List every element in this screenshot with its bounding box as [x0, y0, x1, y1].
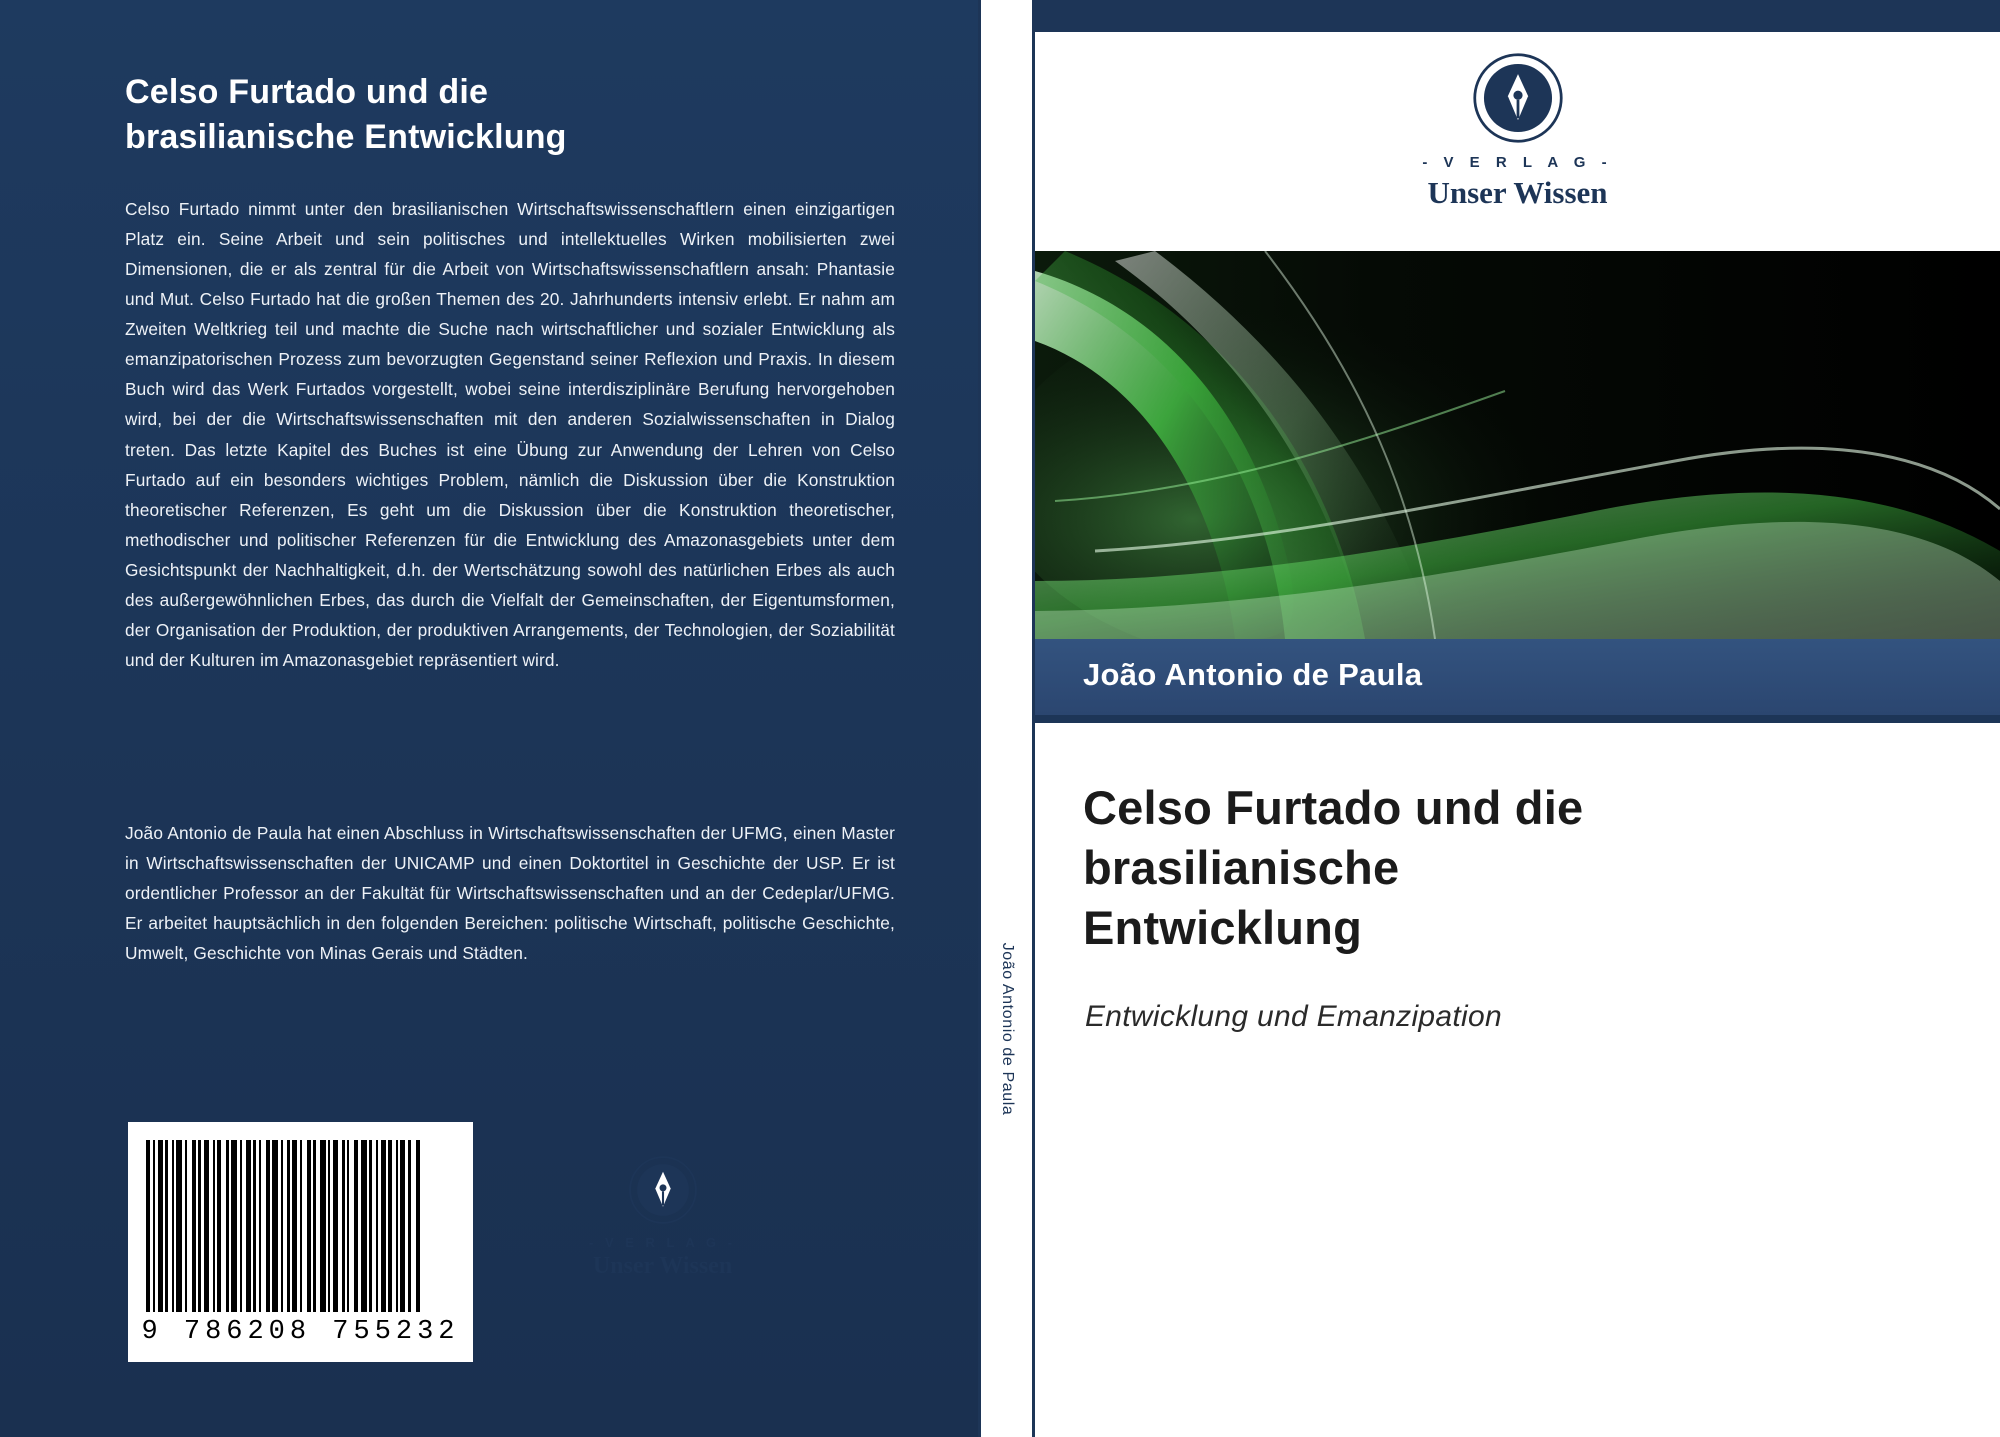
front-cover-author-band	[1035, 639, 2000, 715]
barcode-bars	[146, 1140, 456, 1312]
publisher-pen-nib-icon-front	[1472, 52, 1564, 144]
front-cover-subtitle: Entwicklung und Emanzipation	[1085, 1000, 1502, 1033]
cover-artwork	[1035, 251, 2000, 639]
publisher-name-back: Unser Wissen	[592, 1253, 733, 1279]
back-cover-blurb: Celso Furtado nimmt unter den brasilianischen Wirtschaftswissenschaftlern einen einzigartigen Platz ein. Seine Arbeit und sein politisches und intellektuelles Wirken mobilisierten zwei Dimensionen, die er als zentral für die Arbeit von Wirtschaftswissenschaftlern ansah: Phantasie und Mut. Celso Furtado hat die großen Themen des 20. Jahrhunderts intensiv erlebt. Er nahm am Zweiten Weltkrieg teil und machte die Suche nach wirtschaftlicher und sozialer Entwicklung als emanzipatorischen Prozess zum bevorzugten Gegenstand seiner Reflexion und Praxis. In diesem Buch wird das Werk Furtados vorgestellt, wobei seine interdisziplinäre Berufung hervorgehoben wird, bei der die Wirtschaftswissenschaften mit den anderen Sozialwissenschaften in Dialog treten. Das letzte Kapitel des Buches ist eine Übung zur Anwendung der Lehren von Celso Furtado auf ein besonders wichtiges Problem, nämlich die Diskussion über die Konstruktion theoretischer Referenzen, Es geht um die Diskussion über die Konstruktion theoretischer, methodischer und politischer Referenzen für die Entwicklung des Amazonasgebiets unter dem Gesichtspunkt der Nachhaltigkeit, d.h. der Wertschätzung sowohl des natürlichen Erbes als auch des außergewöhnlichen Erbes, das durch die Vielfalt der Gemeinschaften, der Eigentumsformen, der Organisation der Produktion, der produktiven Arrangements, der Technologien, der Soziabilität und der Kulturen im Amazonasgebiet repräsentiert wird.	[125, 198, 895, 671]
author-biography: João Antonio de Paula hat einen Abschluss in Wirtschaftswissenschaften der UFMG, einen Master in Wirtschaftswissenschaften der UNICAMP und einen Doktortitel in Geschichte der USP. Er ist ordentlicher Professor an der Fakultät für Wirtschaftswissenschaften und an der Cedeplar/UFMG. Er arbeitet hauptsächlich in den folgenden Bereichen: politische Wirtschaft, politische Geschichte, Umwelt, Geschichte von Minas Gerais und Städten.	[125, 823, 895, 964]
publisher-pen-nib-icon	[628, 1155, 698, 1225]
publisher-name-front: Unser Wissen	[1427, 175, 1608, 210]
front-cover-divider	[1035, 715, 2000, 723]
publisher-logo-front	[1035, 52, 2000, 211]
back-cover-panel	[0, 0, 978, 1437]
back-title-line-1: Celso Furtado und die	[125, 73, 489, 111]
front-title-line-1: Celso Furtado und die	[1083, 781, 1584, 834]
front-cover-author: João Antonio de Paula	[1083, 657, 1423, 692]
back-cover-text-block	[125, 70, 895, 675]
front-cover-top-bar	[1035, 0, 2000, 32]
front-title-line-2: brasilianische	[1083, 841, 1400, 895]
front-cover-title	[1083, 778, 1963, 958]
book-spine	[978, 0, 1035, 1437]
front-cover-panel	[1035, 0, 2000, 1437]
back-cover-title	[125, 70, 895, 160]
publisher-logo-back	[575, 1155, 750, 1280]
publisher-verlag-label: - V E R L A G -	[589, 1235, 736, 1250]
barcode-number: 9 786208 755232	[141, 1317, 460, 1347]
spine-author-text: João Antonio de Paula	[998, 942, 1016, 1116]
barcode	[128, 1122, 473, 1362]
back-title-line-2: brasilianische Entwicklung	[125, 117, 567, 156]
front-title-line-3: Entwicklung	[1083, 901, 1362, 955]
publisher-verlag-label-front: - V E R L A G -	[1422, 154, 1613, 171]
